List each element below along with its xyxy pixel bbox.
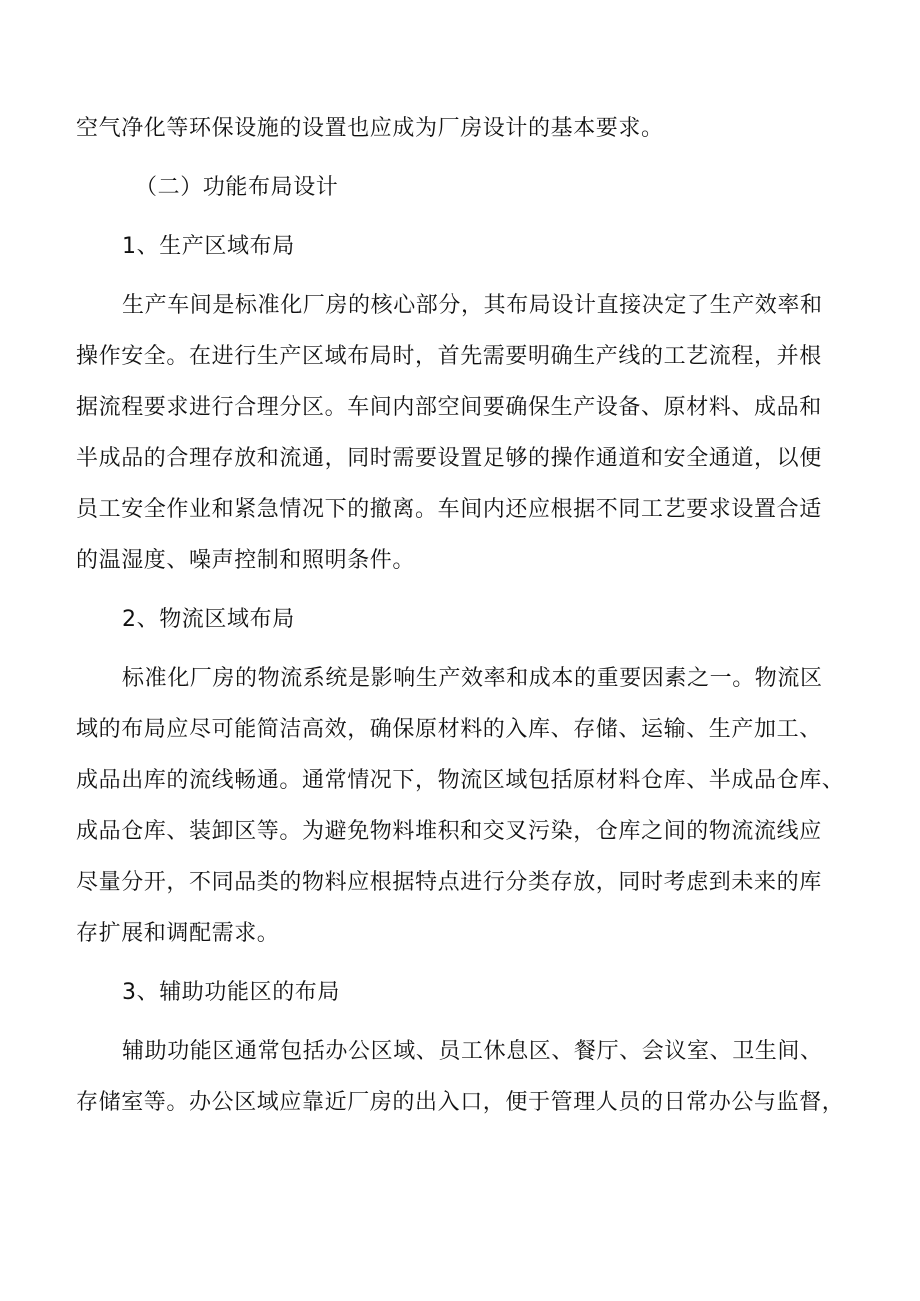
subsection-heading-production: 1、生产区域布局 xyxy=(122,234,295,259)
paragraph-line: 半成品的合理存放和流通，同时需要设置足够的操作通道和安全通道，以便 xyxy=(76,446,822,471)
paragraph-line: 据流程要求进行合理分区。车间内部空间要确保生产设备、原材料、成品和 xyxy=(76,395,822,420)
paragraph-line: 生产车间是标准化厂房的核心部分，其布局设计直接决定了生产效率和 xyxy=(122,293,823,318)
paragraph-line: 成品出库的流线畅通。通常情况下，物流区域包括原材料仓库、半成品仓库、 xyxy=(76,768,845,793)
paragraph-line: 标准化厂房的物流系统是影响生产效率和成本的重要因素之一。物流区 xyxy=(122,666,823,691)
paragraph-line: 的温湿度、噪声控制和照明条件。 xyxy=(76,548,416,573)
paragraph-logistics xyxy=(76,653,848,959)
paragraph-line: 空气净化等环保设施的设置也应成为厂房设计的基本要求。 xyxy=(76,116,664,141)
paragraph-production xyxy=(76,280,848,586)
paragraph-line: 辅助功能区通常包括办公区域、员工休息区、餐厅、会议室、卫生间、 xyxy=(122,1039,823,1064)
document-body xyxy=(76,103,848,1128)
paragraph-auxiliary xyxy=(76,1026,848,1128)
paragraph-line: 存储室等。办公区域应靠近厂房的出入口，便于管理人员的日常办公与监督， xyxy=(76,1090,845,1115)
section-heading: （二）功能布局设计 xyxy=(135,175,339,200)
paragraph-line: 操作安全。在进行生产区域布局时，首先需要明确生产线的工艺流程，并根 xyxy=(76,344,822,369)
paragraph-line: 存扩展和调配需求。 xyxy=(76,921,280,946)
subsection-heading-auxiliary: 3、辅助功能区的布局 xyxy=(122,980,340,1005)
paragraph-line: 员工安全作业和紧急情况下的撤离。车间内还应根据不同工艺要求设置合适 xyxy=(76,497,822,522)
subsection-heading-logistics: 2、物流区域布局 xyxy=(122,607,295,632)
paragraph-line: 域的布局应尽可能简洁高效，确保原材料的入库、存储、运输、生产加工、 xyxy=(76,717,822,742)
paragraph-line: 成品仓库、装卸区等。为避免物料堆积和交叉污染，仓库之间的物流流线应 xyxy=(76,819,822,844)
paragraph-line: 尽量分开，不同品类的物料应根据特点进行分类存放，同时考虑到未来的库 xyxy=(76,870,822,895)
